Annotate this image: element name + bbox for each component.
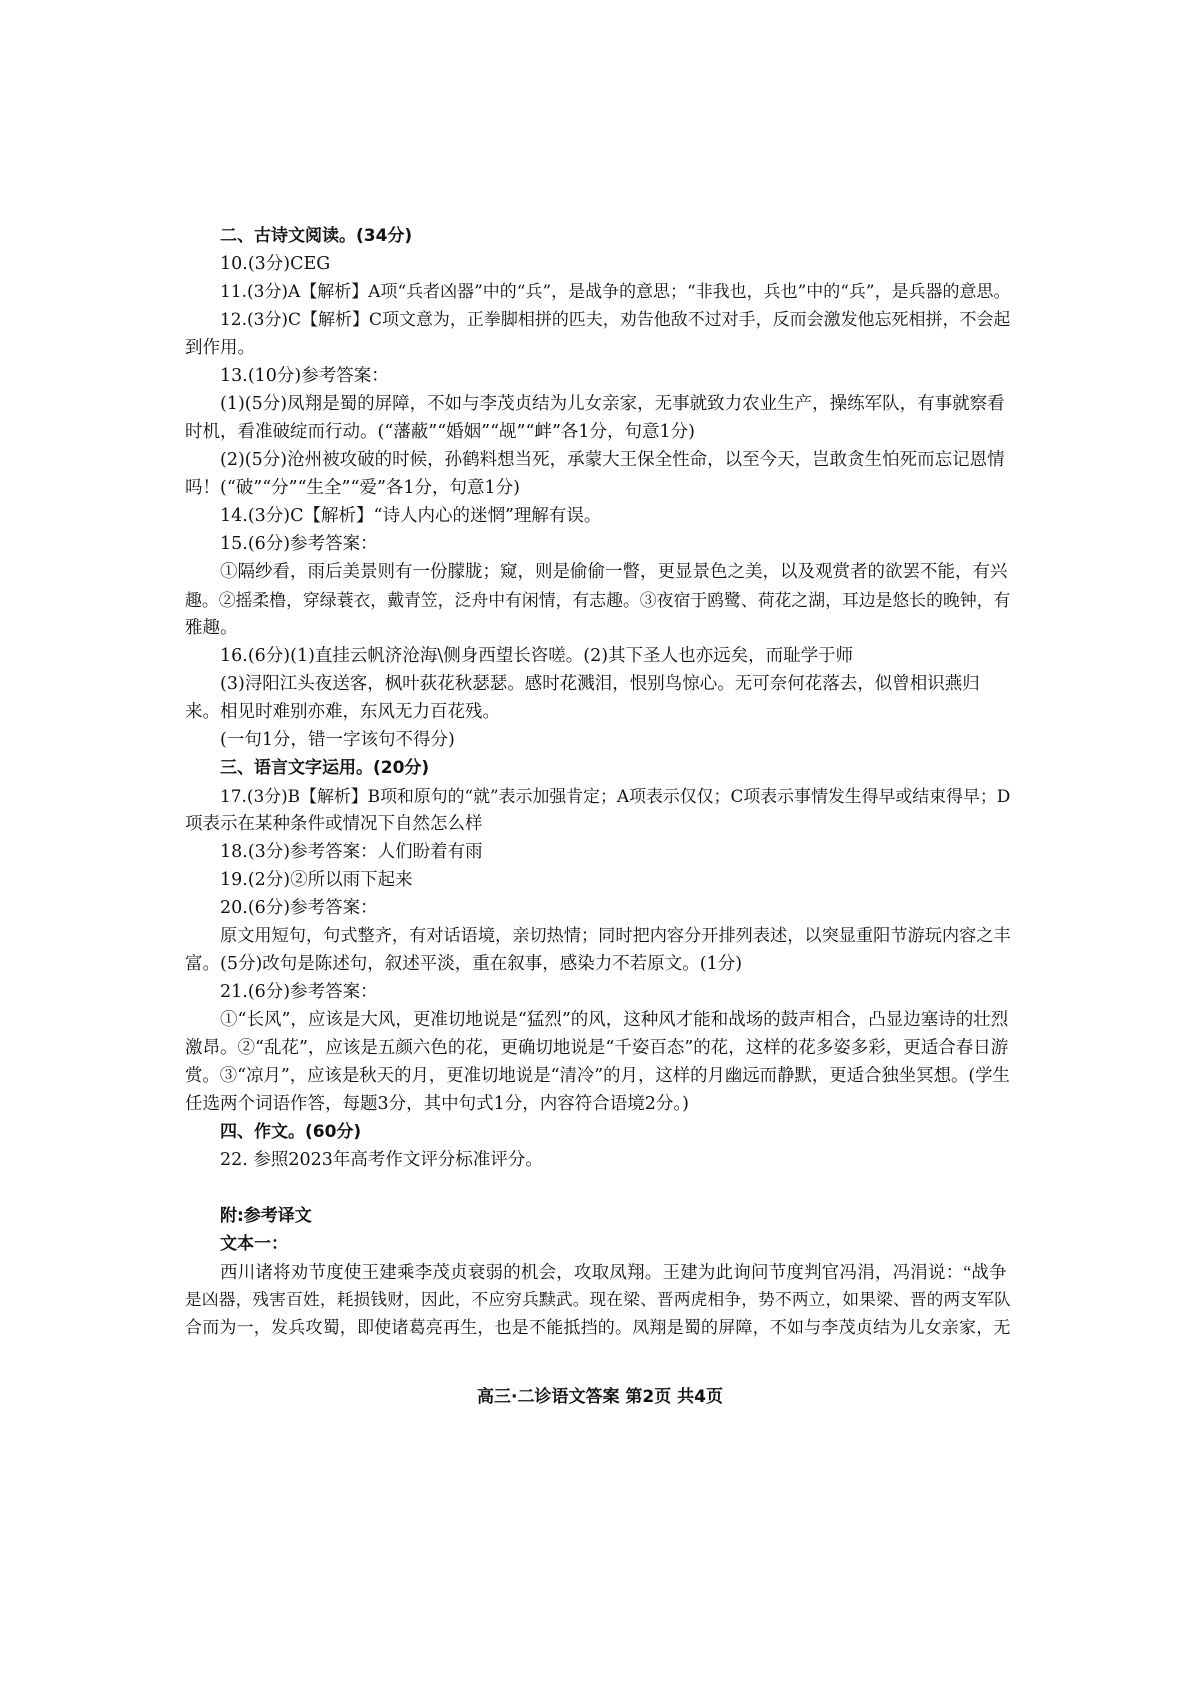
answer-line: 富。(5分)改句是陈述句，叙述平淡，重在叙事，感染力不若原文。(1分) (185, 954, 743, 974)
answer-line: 18.(3分)参考答案：人们盼着有雨 (220, 842, 483, 862)
answer-line: ①隔纱看，雨后美景则有一份朦胧；窥，则是偷偷一瞥，更显景色之美，以及观赏者的欲罢不能，有兴 (220, 562, 1008, 582)
page-footer: 高三·二诊语文答案 第2页 共4页 (477, 1387, 723, 1407)
answer-line: 项表示在某种条件或情况下自然怎么样 (185, 814, 483, 834)
section-heading: 四、作文。(60分) (220, 1122, 362, 1142)
section-heading: 二、古诗文阅读。(34分) (220, 226, 413, 246)
answer-line: 20.(6分)参考答案： (220, 898, 378, 918)
spacer (185, 1174, 1015, 1202)
answer-line: 12.(3分)C【解析】C项文意为，正拳脚相拼的匹夫，劝告他敌不过对手，反而会激发他忘死相拼，不会起 (220, 310, 1011, 330)
translation-line: 西川诸将劝节度使王建乘李茂贞衰弱的机会，攻取凤翔。王建为此询问节度判官冯涓，冯涓说：“战争 (220, 1262, 1007, 1282)
answer-line: 19.(2分)②所以雨下起来 (220, 870, 413, 890)
answer-line: 原文用短句，句式整齐，有对话语境，亲切热情；同时把内容分开排列表述，以突显重阳节游玩内容之丰 (220, 926, 1011, 946)
answer-line: 15.(6分)参考答案： (220, 534, 378, 554)
answer-line: 16.(6分)(1)直挂云帆济沧海\侧身西望长咨嗟。(2)其下圣人也亦远矣，而耻学于师 (220, 646, 854, 666)
answer-key-body (185, 222, 1015, 1342)
answer-line: (2)(5分)沧州被攻破的时候，孙鹤料想当死，承蒙大王保全性命，以至今天，岂敢贪生怕死而忘记恩情 (220, 450, 1005, 470)
answer-line: 17.(3分)B【解析】B项和原句的“就”表示加强肯定；A项表示仅仅；C项表示事情发生得早或结束得早；D (220, 786, 1011, 806)
answer-line: (1)(5分)凤翔是蜀的屏障，不如与李茂贞结为儿女亲家，无事就致力农业生产，操练军队，有事就察看 (220, 394, 1005, 414)
answer-line: 21.(6分)参考答案： (220, 982, 378, 1002)
answer-line: 任选两个词语作答，每题3分，其中句式1分，内容符合语境2分。) (185, 1094, 689, 1114)
section-heading: 三、语言文字运用。(20分) (220, 758, 430, 778)
translation-line: 是凶器，残害百姓，耗损钱财，因此，不应穷兵黩武。现在梁、晋两虎相争，势不两立，如果梁、晋的两支军队 (185, 1290, 1011, 1309)
answer-line: 时机，看准破绽而行动。(“藩蔽”“婚姻”“觇”“衅”各1分，句意1分) (185, 422, 695, 442)
translation-line: 合而为一，发兵攻蜀，即使诸葛亮再生，也是不能抵挡的。凤翔是蜀的屏障，不如与李茂贞结为儿女亲家，无 (185, 1318, 1011, 1337)
answer-line: 到作用。 (185, 338, 255, 358)
answer-line: 赏。③“凉月”，应该是秋天的月，更准切地说是“清冷”的月，这样的月幽远而静默，更适合独坐冥想。(学生 (185, 1066, 1010, 1086)
answer-line: (3)浔阳江头夜送客，枫叶荻花秋瑟瑟。感时花溅泪，恨别鸟惊心。无可奈何花落去，似曾相识燕归 (220, 674, 980, 694)
answer-line: 14.(3分)C【解析】“诗人内心的迷惘”理解有误。 (220, 506, 602, 526)
section-heading: 文本一： (220, 1234, 288, 1254)
answer-line: (一句1分，错一字该句不得分) (220, 730, 455, 750)
answer-line: 10.(3分)CEG (220, 254, 331, 274)
answer-line: 雅趣。 (185, 618, 238, 638)
answer-line: 趣。②摇柔橹，穿绿蓑衣，戴青笠，泛舟中有闲情，有志趣。③夜宿于鸥鹭、荷花之湖，耳边是悠长的晚钟，有 (185, 590, 1011, 610)
answer-line: 吗！(“破”“分”“生全”“爱”各1分，句意1分) (185, 478, 520, 498)
section-heading: 附:参考译文 (220, 1206, 312, 1226)
answer-line: 22. 参照2023年高考作文评分标准评分。 (220, 1150, 543, 1170)
answer-line: 来。相见时难别亦难，东风无力百花残。 (185, 702, 500, 722)
answer-line: 11.(3分)A【解析】A项“兵者凶器”中的“兵”，是战争的意思；“非我也，兵也”中的“兵”，是兵器的意思。 (220, 282, 1011, 302)
answer-line: 13.(10分)参考答案： (220, 366, 389, 386)
answer-line: ①“长风”，应该是大风，更准切地说是“猛烈”的风，这种风才能和战场的鼓声相合，凸显边塞诗的壮烈 (220, 1010, 1009, 1030)
answer-line: 激昂。②“乱花”，应该是五颜六色的花，更确切地说是“千姿百态”的花，这样的花多姿多彩，更适合春日游 (185, 1038, 1009, 1058)
